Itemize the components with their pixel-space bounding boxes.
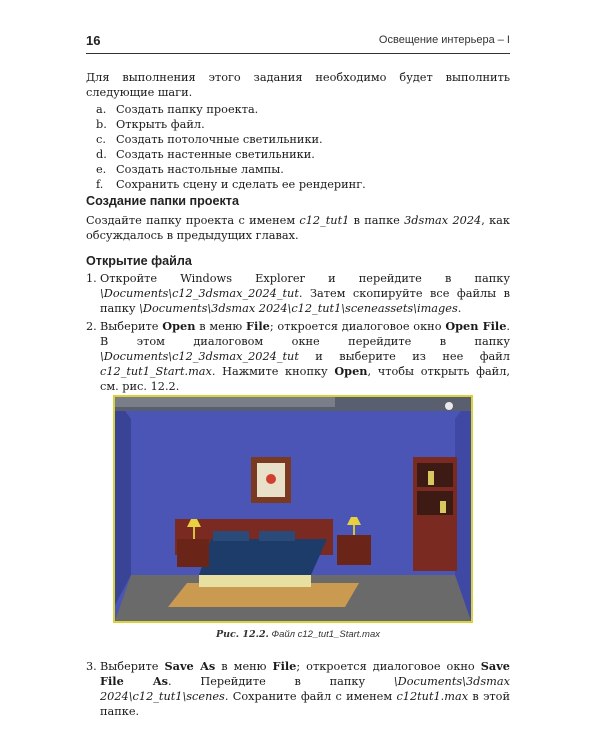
ceiling-light-icon xyxy=(445,402,453,410)
left-wall xyxy=(115,397,131,605)
bedroom-render-image xyxy=(113,395,473,623)
figure-caption: Рис. 12.2. Файл c12_tut1_Start.max xyxy=(215,629,381,640)
picture-flower-icon xyxy=(266,474,276,484)
lamp-stem xyxy=(353,525,355,535)
save-file-steps xyxy=(86,659,510,719)
nightstand-left xyxy=(177,539,209,567)
list-item: f. Сохранить сцену и сделать ее рендеринг. xyxy=(96,178,366,191)
list-item: c. Создать потолочные светильники. xyxy=(96,133,323,146)
page-number: 16 xyxy=(86,33,101,48)
lamp-stem xyxy=(193,527,195,539)
intro-paragraph: Для выполнения этого задания необходимо будет выполнить следующие шаги. xyxy=(86,71,510,99)
pillow xyxy=(259,531,295,541)
list-item: d. Создать настенные светильники. xyxy=(96,148,315,161)
nightstand-right xyxy=(337,535,371,565)
bedroom-render-figure xyxy=(113,395,473,623)
list-item: 3. Выберите Save As в меню File; откроется диалоговое окно Save File As. Перейдите в папку \Documents\3dsmax 2024\c12_tut1\scenes. Сохраните файл с именем c12tut1.max в этой папке. xyxy=(86,659,511,718)
list-item: 2. Выберите Open в меню File; откроется диалоговое окно Open File. В этом диалоговом окне перейдите в папку \Documents\c12_3dsmax_2024_tut и выберите из нее файл c12_tut1_Start.max. Нажмите кнопку Open, чтобы открыть файл, см. рис. 12.2. xyxy=(86,319,510,393)
section-heading-open-file: Открытие файла xyxy=(86,254,192,268)
list-item: e. Создать настольные лампы. xyxy=(96,163,284,176)
bed-footboard xyxy=(199,575,311,587)
bedspread xyxy=(199,539,327,575)
chapter-title: Освещение интерьера – I xyxy=(378,34,510,46)
vase-icon xyxy=(428,471,434,485)
task-steps-list xyxy=(96,102,496,192)
section-heading-create-folder: Создание папки проекта xyxy=(86,194,239,208)
vase-icon xyxy=(440,501,446,513)
create-folder-paragraph: Создайте папку проекта с именем c12_tut1 в папке 3dsmax 2024, как обсуждалось в предыдущих главах. xyxy=(86,214,510,242)
list-item: a. Создать папку проекта. xyxy=(96,103,259,116)
running-header xyxy=(86,33,510,54)
bookshelf-opening xyxy=(417,463,453,487)
pillow xyxy=(213,531,249,541)
list-item: 1. Откройте Windows Explorer и перейдите в папку \Documents\c12_3dsmax_2024_tut. Затем скопируйте все файлы в папку \Documents\3dsmax 2024\c12_tut1\sceneassets\images. xyxy=(86,272,510,315)
list-item: b. Открыть файл. xyxy=(96,118,205,131)
ceiling-beam xyxy=(115,397,335,407)
open-file-steps xyxy=(86,271,510,394)
bookshelf-opening xyxy=(417,491,453,515)
